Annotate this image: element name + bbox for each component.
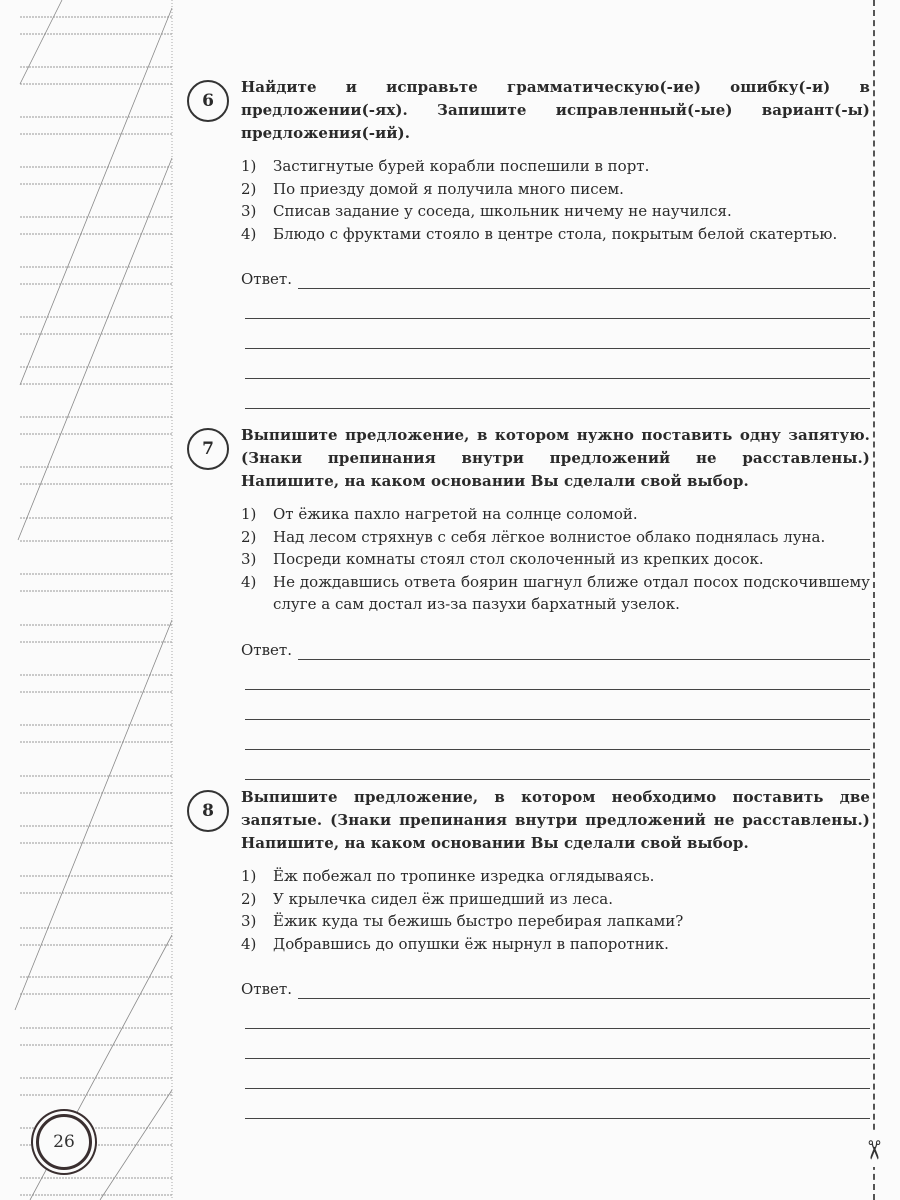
option-text: Списав задание у соседа, школьник ничему не научился. <box>273 202 732 220</box>
margin-ruling <box>0 0 180 1200</box>
page-number: 26 <box>36 1114 92 1170</box>
answer-area[interactable] <box>241 630 870 780</box>
answer-label: Ответ. <box>241 980 292 998</box>
answer-line[interactable] <box>245 999 870 1029</box>
option-number: 2) <box>241 889 257 908</box>
answer-line[interactable] <box>298 268 870 289</box>
option-number: 4) <box>241 572 257 591</box>
option-item <box>241 865 870 888</box>
option-number: 1) <box>241 867 257 885</box>
options-list <box>241 865 870 955</box>
option-text: Над лесом стряхнув с себя лёгкое волнистое облако поднялась луна. <box>273 527 826 546</box>
option-number: 3) <box>241 912 257 930</box>
option-number: 3) <box>241 202 257 220</box>
option-item <box>241 155 870 178</box>
option-item <box>241 178 870 201</box>
option-number: 2) <box>241 527 257 546</box>
answer-line[interactable] <box>245 1089 870 1119</box>
option-item <box>241 571 870 616</box>
answer-label: Ответ. <box>241 270 292 288</box>
option-item <box>241 548 870 571</box>
task-number: 7 <box>187 428 229 470</box>
options-list <box>241 503 870 616</box>
option-number: 4) <box>241 224 257 243</box>
answer-line[interactable] <box>245 690 870 720</box>
option-text: Застигнутые бурей корабли поспешили в порт. <box>273 157 650 175</box>
task-7 <box>185 424 870 780</box>
option-number: 1) <box>241 505 257 523</box>
answer-line[interactable] <box>245 750 870 780</box>
task-6 <box>185 76 870 409</box>
option-text: Посреди комнаты стоял стол сколоченный из крепких досок. <box>273 550 764 568</box>
cut-line <box>873 0 875 1200</box>
option-number: 4) <box>241 934 257 953</box>
option-number: 2) <box>241 179 257 198</box>
option-item <box>241 910 870 933</box>
option-text: Не дождавшись ответа боярин шагнул ближе отдал посох подскочившему слуге а сам достал из-за пазухи бархатный узелок. <box>273 572 870 613</box>
answer-line[interactable] <box>245 720 870 750</box>
answer-line[interactable] <box>298 639 870 660</box>
answer-line[interactable] <box>245 319 870 349</box>
task-8 <box>185 786 870 1119</box>
option-text: Ёжик куда ты бежишь быстро перебирая лапками? <box>273 912 684 930</box>
option-item <box>241 526 870 549</box>
answer-line[interactable] <box>245 1029 870 1059</box>
option-item <box>241 200 870 223</box>
option-text: У крылечка сидел ёж пришедший из леса. <box>273 889 614 908</box>
answer-line[interactable] <box>245 660 870 690</box>
answer-area[interactable] <box>241 259 870 409</box>
option-number: 3) <box>241 550 257 568</box>
task-number: 6 <box>187 80 229 122</box>
option-text: Блюдо с фруктами стояло в центре стола, покрытым белой скатертью. <box>273 224 838 243</box>
answer-line[interactable] <box>245 379 870 409</box>
answer-label: Ответ. <box>241 640 292 659</box>
option-item <box>241 503 870 526</box>
answer-line[interactable] <box>245 289 870 319</box>
task-number: 8 <box>187 790 229 832</box>
options-list <box>241 155 870 245</box>
scissors-icon: ✂ <box>856 1133 890 1167</box>
option-item <box>241 888 870 911</box>
option-item <box>241 933 870 956</box>
answer-area[interactable] <box>241 969 870 1119</box>
answer-line[interactable] <box>245 349 870 379</box>
option-text: Ёж побежал по тропинке изредка оглядываясь. <box>273 867 655 885</box>
task-instruction: Выпишите предложение, в котором необходимо поставить две запятые. (Знаки препинания внутри предложений не расставлены.) Напишите, на каком основании Вы сделали свой выбор. <box>241 788 870 852</box>
task-instruction: Выпишите предложение, в котором нужно поставить одну запятую. (Знаки препинания внутри предложений не расставлены.) Напишите, на каком основании Вы сделали свой выбор. <box>241 426 870 490</box>
option-text: От ёжика пахло нагретой на солнце соломой. <box>273 505 638 523</box>
answer-line[interactable] <box>245 1059 870 1089</box>
task-instruction: Найдите и исправьте грамматическую(-ие) ошибку(-и) в предложении(-ях). Запишите исправленный(-ые) вариант(-ы) предложения(-ий). <box>241 78 870 142</box>
answer-line[interactable] <box>298 978 870 999</box>
option-text: Добравшись до опушки ёж нырнул в папоротник. <box>273 934 669 953</box>
option-number: 1) <box>241 157 257 175</box>
option-text: По приезду домой я получила много писем. <box>273 179 624 198</box>
option-item <box>241 223 870 246</box>
